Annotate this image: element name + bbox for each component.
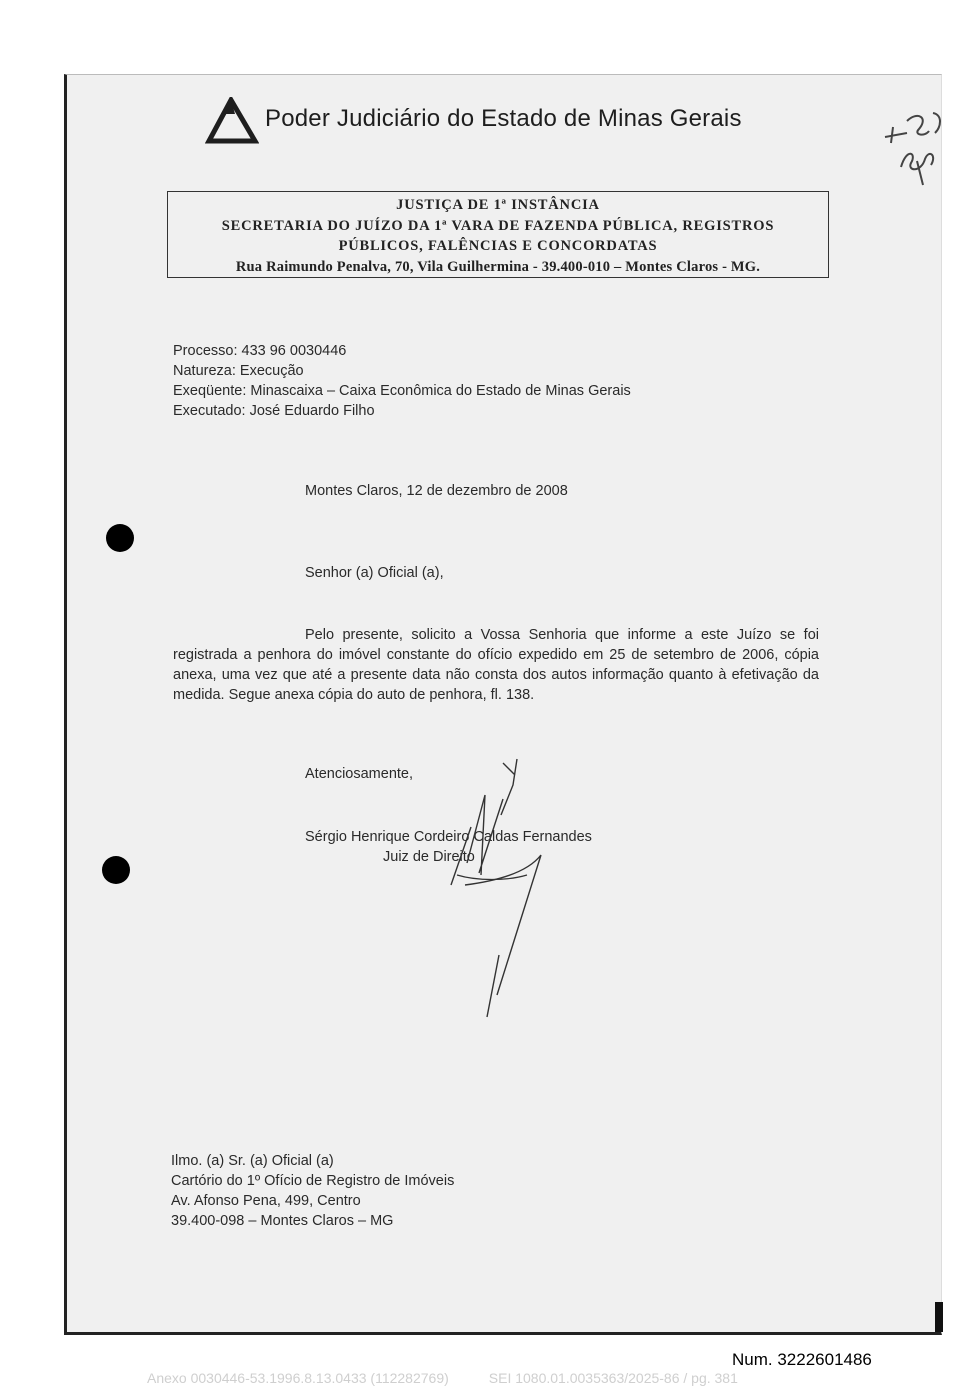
judiciary-triangle-logo-icon — [205, 97, 259, 145]
document-number: Num. 3222601486 — [732, 1350, 872, 1369]
case-plaintiff: Exeqüente: Minascaixa – Caixa Econômica do Estado de Minas Gerais — [173, 383, 631, 399]
case-defendant: Executado: José Eduardo Filho — [173, 403, 375, 419]
punch-hole — [106, 524, 134, 552]
addressee-line-3: Av. Afonso Pena, 499, Centro — [171, 1193, 361, 1209]
letter-date: Montes Claros, 12 de dezembro de 2008 — [305, 483, 568, 499]
footer-stamp — [147, 1370, 738, 1386]
scan-edge-mark — [935, 1302, 943, 1332]
handwritten-signature — [437, 755, 567, 1025]
letter-closing: Atenciosamente, — [305, 766, 414, 782]
punch-hole — [102, 856, 130, 884]
court-address: Rua Raimundo Penalva, 70, Vila Guilhermina - 39.400-010 – Montes Claros - MG. — [235, 258, 761, 275]
case-number: Processo: 433 96 0030446 — [173, 343, 347, 359]
court-secretariat: SECRETARIA DO JUÍZO DA 1ª VARA DE FAZENDA PÚBLICA, REGISTROS — [221, 217, 775, 234]
addressee-block — [171, 1151, 454, 1231]
signer-title: Juiz de Direito — [383, 849, 475, 865]
footer-annex: Anexo 0030446-53.1996.8.13.0433 (112282769) — [147, 1370, 449, 1386]
handwritten-folio-mark — [877, 103, 947, 193]
addressee-line-1: Ilmo. (a) Sr. (a) Oficial (a) — [171, 1153, 334, 1169]
court-header-box — [167, 191, 829, 278]
scanned-page — [64, 74, 942, 1335]
case-info — [173, 341, 631, 421]
letter-body: Pelo presente, solicito a Vossa Senhoria que informe a este Juízo se foi registrada a penhora do imóvel constante do ofício expedido em 25 de setembro de 2006, cópia anexa, uma vez que até a presente data não consta dos autos informação quanto à efetivação da medida. Segue anexa cópia do auto de penhora, fl. 138. — [173, 627, 819, 703]
footer-sei: SEI 1080.01.0035363/2025-86 / pg. 381 — [488, 1370, 738, 1386]
court-brand-title: Poder Judiciário do Estado de Minas Gerais — [265, 105, 742, 132]
signer-name: Sérgio Henrique Cordeiro Caldas Fernandes — [305, 829, 592, 845]
addressee-line-2: Cartório do 1º Ofício de Registro de Imóveis — [171, 1173, 455, 1189]
addressee-line-4: 39.400-098 – Montes Claros – MG — [171, 1213, 394, 1229]
court-instance: JUSTIÇA DE 1ª INSTÂNCIA — [396, 197, 600, 213]
case-nature: Natureza: Execução — [173, 363, 304, 379]
court-secretariat-cont: PÚBLICOS, FALÊNCIAS E CONCORDATAS — [338, 238, 658, 254]
letter-salutation: Senhor (a) Oficial (a), — [305, 565, 444, 581]
